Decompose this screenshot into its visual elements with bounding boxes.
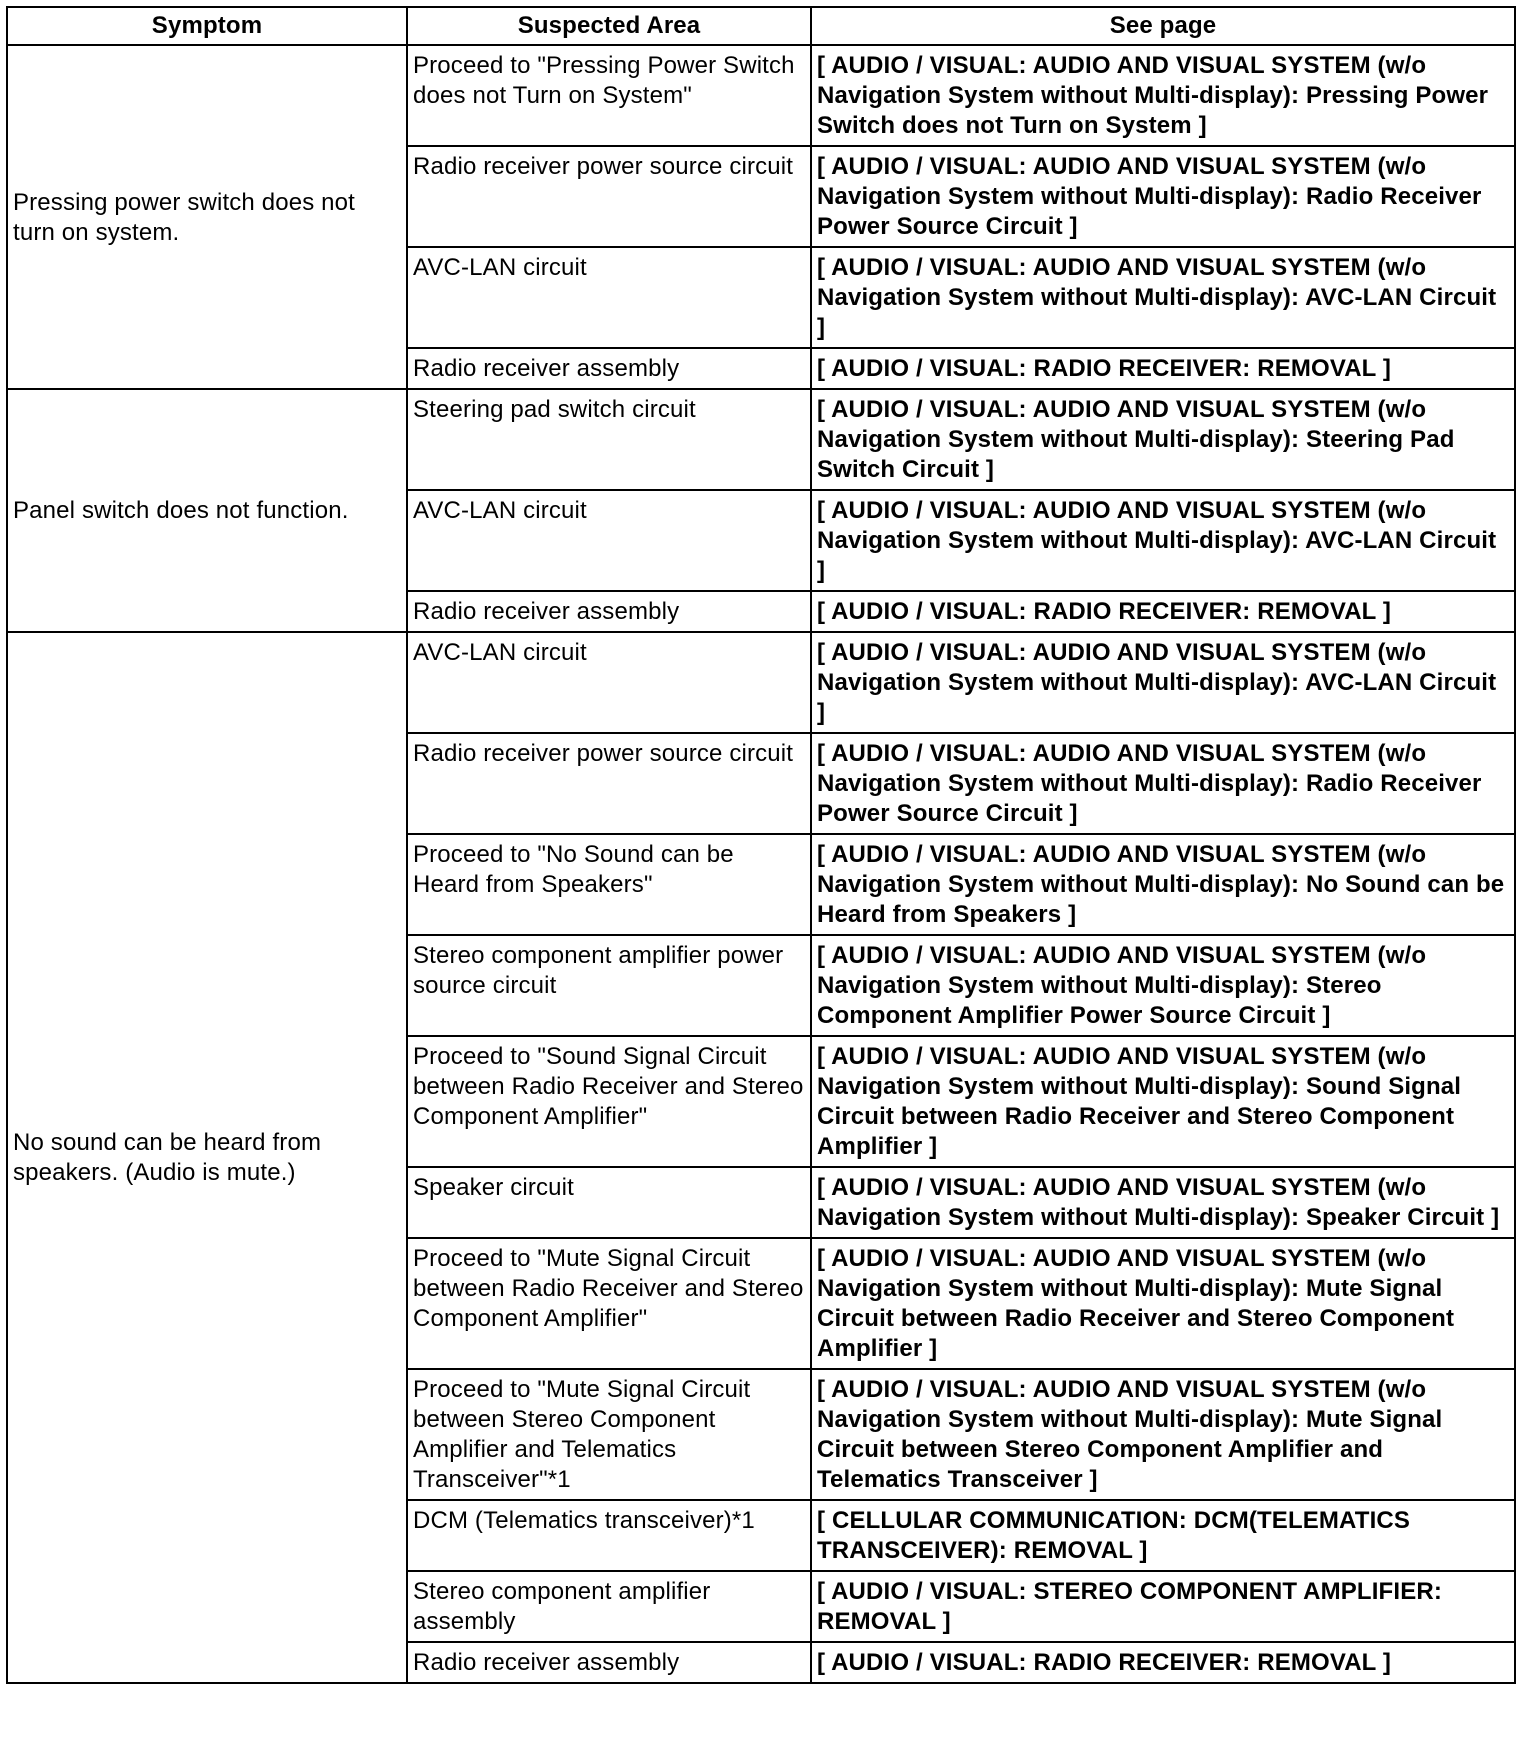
see-page-reference: [ AUDIO / VISUAL: AUDIO AND VISUAL SYSTEM (w/o Navigation System without Multi-display): AVC-LAN Circuit ] bbox=[811, 490, 1515, 591]
header-see-page: See page bbox=[811, 7, 1515, 45]
see-page-reference: [ AUDIO / VISUAL: STEREO COMPONENT AMPLIFIER: REMOVAL ] bbox=[811, 1571, 1515, 1642]
see-page-reference: [ AUDIO / VISUAL: AUDIO AND VISUAL SYSTEM (w/o Navigation System without Multi-display): Pressing Power Switch does not Turn on System ] bbox=[811, 45, 1515, 146]
suspected-area-cell: Radio receiver power source circuit bbox=[407, 146, 811, 247]
table-row bbox=[7, 632, 1515, 733]
see-page-reference: [ AUDIO / VISUAL: AUDIO AND VISUAL SYSTEM (w/o Navigation System without Multi-display): Speaker Circuit ] bbox=[811, 1167, 1515, 1238]
see-page-reference: [ AUDIO / VISUAL: AUDIO AND VISUAL SYSTEM (w/o Navigation System without Multi-display): AVC-LAN Circuit ] bbox=[811, 632, 1515, 733]
table-row bbox=[7, 45, 1515, 146]
see-page-reference: [ AUDIO / VISUAL: RADIO RECEIVER: REMOVAL ] bbox=[811, 591, 1515, 632]
suspected-area-cell: AVC-LAN circuit bbox=[407, 632, 811, 733]
see-page-reference: [ AUDIO / VISUAL: AUDIO AND VISUAL SYSTEM (w/o Navigation System without Multi-display): Radio Receiver Power Source Circuit ] bbox=[811, 146, 1515, 247]
suspected-area-cell: Radio receiver assembly bbox=[407, 1642, 811, 1683]
symptom-table bbox=[6, 6, 1516, 1684]
suspected-area-cell: Speaker circuit bbox=[407, 1167, 811, 1238]
suspected-area-cell: Proceed to "No Sound can be Heard from Speakers" bbox=[407, 834, 811, 935]
header-symptom: Symptom bbox=[7, 7, 407, 45]
header-suspected-area: Suspected Area bbox=[407, 7, 811, 45]
symptom-cell: Pressing power switch does not turn on system. bbox=[7, 45, 407, 389]
suspected-area-cell: Steering pad switch circuit bbox=[407, 389, 811, 490]
symptom-cell: Panel switch does not function. bbox=[7, 389, 407, 632]
suspected-area-cell: Radio receiver power source circuit bbox=[407, 733, 811, 834]
suspected-area-cell: Proceed to "Mute Signal Circuit between Radio Receiver and Stereo Component Amplifier" bbox=[407, 1238, 811, 1369]
suspected-area-cell: AVC-LAN circuit bbox=[407, 490, 811, 591]
suspected-area-cell: AVC-LAN circuit bbox=[407, 247, 811, 348]
suspected-area-cell: Proceed to "Sound Signal Circuit between Radio Receiver and Stereo Component Amplifier" bbox=[407, 1036, 811, 1167]
table-body bbox=[7, 45, 1515, 1683]
see-page-reference: [ AUDIO / VISUAL: AUDIO AND VISUAL SYSTEM (w/o Navigation System without Multi-display): Steering Pad Switch Circuit ] bbox=[811, 389, 1515, 490]
see-page-reference: [ AUDIO / VISUAL: AUDIO AND VISUAL SYSTEM (w/o Navigation System without Multi-display): AVC-LAN Circuit ] bbox=[811, 247, 1515, 348]
symptom-cell: No sound can be heard from speakers. (Audio is mute.) bbox=[7, 632, 407, 1683]
suspected-area-cell: Proceed to "Mute Signal Circuit between Stereo Component Amplifier and Telematics Transceiver"*1 bbox=[407, 1369, 811, 1500]
suspected-area-cell: Proceed to "Pressing Power Switch does not Turn on System" bbox=[407, 45, 811, 146]
see-page-reference: [ AUDIO / VISUAL: AUDIO AND VISUAL SYSTEM (w/o Navigation System without Multi-display): No Sound can be Heard from Speakers ] bbox=[811, 834, 1515, 935]
see-page-reference: [ AUDIO / VISUAL: AUDIO AND VISUAL SYSTEM (w/o Navigation System without Multi-display): Mute Signal Circuit between Radio Receiver and Stereo Component Amplifier ] bbox=[811, 1238, 1515, 1369]
see-page-reference: [ AUDIO / VISUAL: AUDIO AND VISUAL SYSTEM (w/o Navigation System without Multi-display): Radio Receiver Power Source Circuit ] bbox=[811, 733, 1515, 834]
suspected-area-cell: Stereo component amplifier power source circuit bbox=[407, 935, 811, 1036]
table-header bbox=[7, 7, 1515, 45]
see-page-reference: [ CELLULAR COMMUNICATION: DCM(TELEMATICS TRANSCEIVER): REMOVAL ] bbox=[811, 1500, 1515, 1571]
suspected-area-cell: Stereo component amplifier assembly bbox=[407, 1571, 811, 1642]
suspected-area-cell: Radio receiver assembly bbox=[407, 348, 811, 389]
header-row bbox=[7, 7, 1515, 45]
see-page-reference: [ AUDIO / VISUAL: AUDIO AND VISUAL SYSTEM (w/o Navigation System without Multi-display): Sound Signal Circuit between Radio Receiver and Stereo Component Amplifier ] bbox=[811, 1036, 1515, 1167]
suspected-area-cell: Radio receiver assembly bbox=[407, 591, 811, 632]
suspected-area-cell: DCM (Telematics transceiver)*1 bbox=[407, 1500, 811, 1571]
table-row bbox=[7, 389, 1515, 490]
see-page-reference: [ AUDIO / VISUAL: AUDIO AND VISUAL SYSTEM (w/o Navigation System without Multi-display): Stereo Component Amplifier Power Source Circuit ] bbox=[811, 935, 1515, 1036]
see-page-reference: [ AUDIO / VISUAL: AUDIO AND VISUAL SYSTEM (w/o Navigation System without Multi-display): Mute Signal Circuit between Stereo Component Amplifier and Telematics Transceiver ] bbox=[811, 1369, 1515, 1500]
see-page-reference: [ AUDIO / VISUAL: RADIO RECEIVER: REMOVAL ] bbox=[811, 348, 1515, 389]
see-page-reference: [ AUDIO / VISUAL: RADIO RECEIVER: REMOVAL ] bbox=[811, 1642, 1515, 1683]
